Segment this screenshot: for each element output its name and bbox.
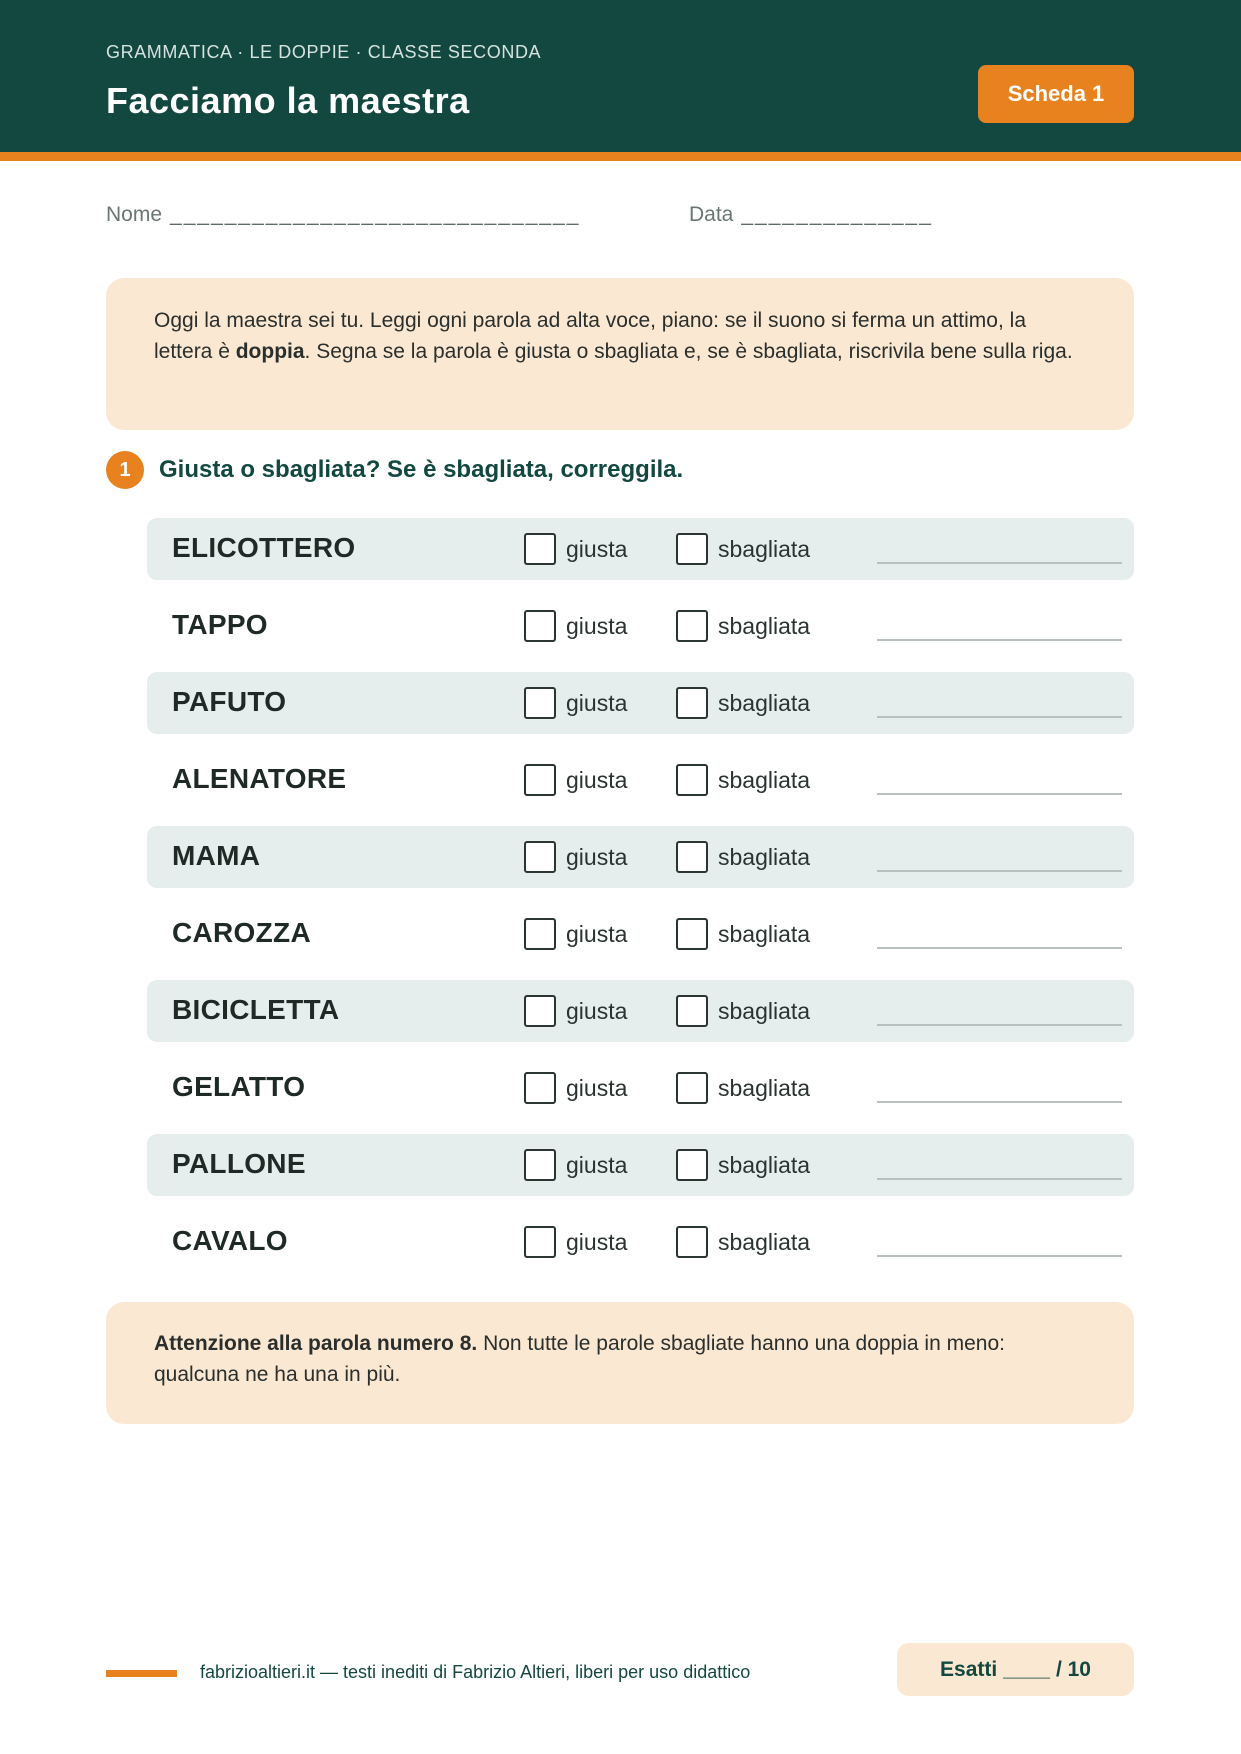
word-text: ELICOTTERO — [172, 532, 356, 563]
page-title: Facciamo la maestra — [106, 80, 470, 121]
correction-line[interactable] — [877, 870, 1122, 872]
option-wrong-label: sbagliata — [718, 766, 811, 793]
option-wrong-label: sbagliata — [718, 612, 811, 639]
option-wrong-label: sbagliata — [718, 1228, 811, 1255]
name-blank[interactable]: ______________________________ — [170, 203, 581, 226]
option-right-label: giusta — [566, 920, 628, 947]
word-row — [147, 518, 1134, 580]
option-wrong[interactable] — [676, 764, 810, 796]
option-right-label: giusta — [566, 843, 628, 870]
word-row — [147, 1211, 1134, 1273]
option-right[interactable] — [524, 1226, 627, 1258]
option-right[interactable] — [524, 533, 627, 565]
option-right-label: giusta — [566, 689, 628, 716]
date-field[interactable] — [689, 203, 933, 227]
option-right[interactable] — [524, 1149, 627, 1181]
footer-credit: fabrizioaltieri.it — testi inediti di Fabrizio Altieri, liberi per uso didattico — [200, 1662, 751, 1682]
correction-line[interactable] — [877, 1024, 1122, 1026]
option-wrong-label: sbagliata — [718, 997, 811, 1024]
correction-line[interactable] — [877, 639, 1122, 641]
exercise-instruction: Giusta o sbagliata? Se è sbagliata, correggila. — [159, 456, 684, 483]
checkbox-right[interactable] — [524, 1226, 556, 1258]
score-blank[interactable]: ____ — [1003, 1657, 1050, 1681]
option-right-label: giusta — [566, 535, 628, 562]
date-blank[interactable]: ______________ — [741, 203, 933, 226]
option-right-label: giusta — [566, 1228, 628, 1255]
score-box — [897, 1643, 1134, 1696]
checkbox-right[interactable] — [524, 687, 556, 719]
option-right[interactable] — [524, 1072, 627, 1104]
option-right[interactable] — [524, 918, 627, 950]
intro-bold-word: doppia — [235, 340, 305, 363]
checkbox-right[interactable] — [524, 995, 556, 1027]
name-label: Nome — [106, 203, 163, 226]
exercise-heading — [106, 451, 683, 489]
intro-text-end: . Segna se la parola è giusta o sbagliata e, se è sbagliata, riscrivila bene sulla riga. — [304, 340, 1073, 363]
checkbox-wrong[interactable] — [676, 995, 708, 1027]
correction-line[interactable] — [877, 1101, 1122, 1103]
option-wrong-label: sbagliata — [718, 535, 811, 562]
word-text: CAVALO — [172, 1225, 288, 1256]
option-wrong-label: sbagliata — [718, 689, 811, 716]
option-right[interactable] — [524, 841, 627, 873]
option-wrong-label: sbagliata — [718, 920, 811, 947]
option-wrong[interactable] — [676, 841, 810, 873]
tip-box — [106, 1302, 1134, 1424]
intro-box — [106, 278, 1134, 430]
checkbox-right[interactable] — [524, 610, 556, 642]
word-text: GELATTO — [172, 1071, 306, 1102]
exercise-number: 1 — [106, 451, 144, 489]
checkbox-wrong[interactable] — [676, 764, 708, 796]
intro-text-start: Oggi la maestra sei tu. Leggi ogni parola ad alta voce, piano: se il suono si ferma un attimo, la lettera è — [154, 309, 1026, 363]
checkbox-wrong[interactable] — [676, 1226, 708, 1258]
option-wrong-label: sbagliata — [718, 1151, 811, 1178]
correction-line[interactable] — [877, 947, 1122, 949]
word-text: TAPPO — [172, 609, 268, 640]
tip-bold: Attenzione alla parola numero 8. — [154, 1332, 478, 1355]
option-right-label: giusta — [566, 1074, 628, 1101]
checkbox-right[interactable] — [524, 533, 556, 565]
option-wrong-label: sbagliata — [718, 1074, 811, 1101]
word-row — [147, 826, 1134, 888]
correction-line[interactable] — [877, 562, 1122, 564]
correction-line[interactable] — [877, 793, 1122, 795]
word-row — [147, 1134, 1134, 1196]
option-wrong[interactable] — [676, 1226, 810, 1258]
option-right[interactable] — [524, 995, 627, 1027]
header-banner — [0, 0, 1241, 152]
option-right-label: giusta — [566, 1151, 628, 1178]
word-text: PAFUTO — [172, 686, 287, 717]
word-row — [147, 749, 1134, 811]
option-wrong[interactable] — [676, 995, 810, 1027]
option-right[interactable] — [524, 687, 627, 719]
option-wrong[interactable] — [676, 1072, 810, 1104]
footer-accent-rule — [106, 1670, 177, 1677]
correction-line[interactable] — [877, 1255, 1122, 1257]
header-accent-bar — [0, 152, 1241, 161]
checkbox-wrong[interactable] — [676, 918, 708, 950]
checkbox-wrong[interactable] — [676, 687, 708, 719]
word-text: CAROZZA — [172, 917, 311, 948]
checkbox-right[interactable] — [524, 1149, 556, 1181]
checkbox-wrong[interactable] — [676, 1072, 708, 1104]
option-wrong-label: sbagliata — [718, 843, 811, 870]
date-label: Data — [689, 203, 734, 226]
correction-line[interactable] — [877, 716, 1122, 718]
worksheet-badge: Scheda 1 — [978, 65, 1134, 123]
tip-text: Non tutte le parole sbagliate hanno una doppia in meno: qualcuna ne ha una in più. — [154, 1332, 1005, 1386]
option-right-label: giusta — [566, 766, 628, 793]
option-wrong[interactable] — [676, 533, 810, 565]
subject-kicker: GRAMMATICA · LE DOPPIE · CLASSE SECONDA — [106, 42, 542, 62]
checkbox-right[interactable] — [524, 841, 556, 873]
word-row — [147, 1057, 1134, 1119]
word-text: BICICLETTA — [172, 994, 340, 1025]
word-row — [147, 595, 1134, 657]
checkbox-wrong[interactable] — [676, 610, 708, 642]
option-right[interactable] — [524, 764, 627, 796]
option-right-label: giusta — [566, 612, 628, 639]
checkbox-wrong[interactable] — [676, 841, 708, 873]
word-list — [147, 518, 1134, 1288]
word-row — [147, 672, 1134, 734]
checkbox-right[interactable] — [524, 764, 556, 796]
score-label: Esatti — [940, 1657, 998, 1681]
word-row — [147, 980, 1134, 1042]
checkbox-right[interactable] — [524, 918, 556, 950]
word-text: PALLONE — [172, 1148, 306, 1179]
option-wrong[interactable] — [676, 1149, 810, 1181]
name-field[interactable] — [106, 203, 580, 227]
option-wrong[interactable] — [676, 918, 810, 950]
option-right[interactable] — [524, 610, 627, 642]
word-text: MAMA — [172, 840, 261, 871]
word-text: ALENATORE — [172, 763, 347, 794]
checkbox-wrong[interactable] — [676, 533, 708, 565]
correction-line[interactable] — [877, 1178, 1122, 1180]
checkbox-right[interactable] — [524, 1072, 556, 1104]
checkbox-wrong[interactable] — [676, 1149, 708, 1181]
option-wrong[interactable] — [676, 610, 810, 642]
option-wrong[interactable] — [676, 687, 810, 719]
option-right-label: giusta — [566, 997, 628, 1024]
word-row — [147, 903, 1134, 965]
score-total: / 10 — [1055, 1657, 1091, 1681]
